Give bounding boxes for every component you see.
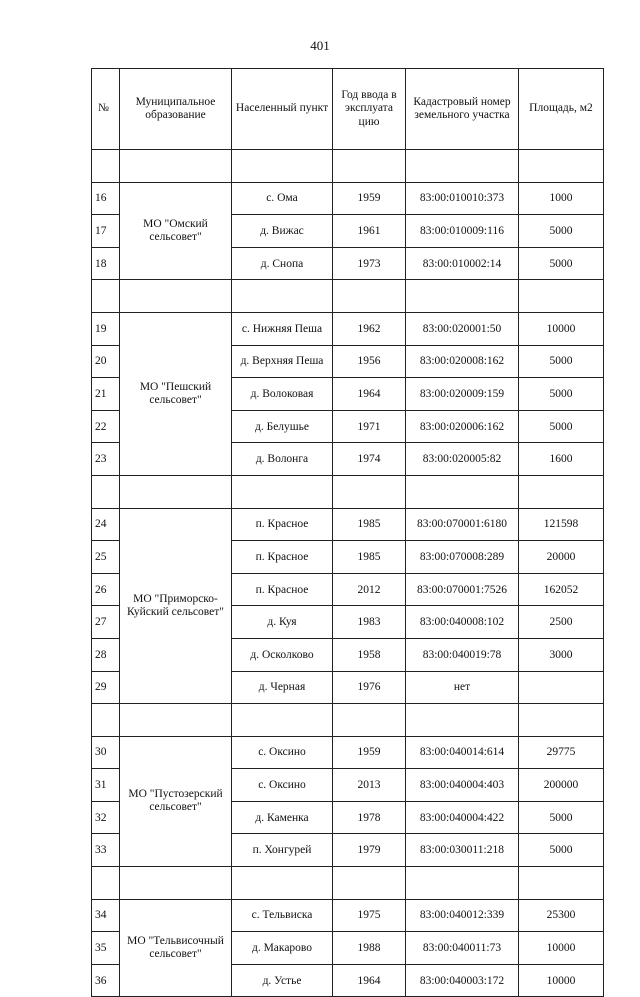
year-cell: 1956 (333, 345, 406, 378)
separator-cell (406, 280, 519, 313)
year-cell: 1958 (333, 638, 406, 671)
table-row (92, 899, 604, 932)
row-number-cell: 20 (92, 345, 120, 378)
settlement-cell: д. Устье (232, 964, 333, 997)
row-number-cell: 16 (92, 182, 120, 215)
settlement-cell: с. Оксино (232, 736, 333, 769)
settlement-cell: д. Снопа (232, 247, 333, 280)
area-cell: 10000 (519, 964, 604, 997)
separator-cell (519, 867, 604, 900)
area-cell: 5000 (519, 378, 604, 411)
table-row (92, 312, 604, 345)
row-number-cell: 27 (92, 606, 120, 639)
separator-cell (120, 150, 232, 183)
row-number-cell: 34 (92, 899, 120, 932)
group-separator (92, 150, 604, 183)
header-num: № (92, 69, 120, 150)
municipality-cell: МО "Омский сельсовет" (120, 182, 232, 280)
year-cell: 1976 (333, 671, 406, 704)
year-cell: 1964 (333, 378, 406, 411)
header-settlement: Населенный пункт (232, 69, 333, 150)
row-number-cell: 18 (92, 247, 120, 280)
row-number-cell: 35 (92, 932, 120, 965)
separator-cell (232, 150, 333, 183)
header-cadastral: Кадастровый номер земельного участка (406, 69, 519, 150)
table-row (92, 182, 604, 215)
row-number-cell: 22 (92, 410, 120, 443)
settlement-cell: д. Верхняя Пеша (232, 345, 333, 378)
settlement-cell: д. Волонга (232, 443, 333, 476)
settlement-cell: д. Волоковая (232, 378, 333, 411)
row-number-cell: 33 (92, 834, 120, 867)
separator-cell (120, 867, 232, 900)
year-cell: 1985 (333, 508, 406, 541)
settlement-cell: д. Каменка (232, 801, 333, 834)
area-cell: 20000 (519, 541, 604, 574)
separator-cell (92, 280, 120, 313)
cadastral-cell: 83:00:040003:172 (406, 964, 519, 997)
area-cell: 1600 (519, 443, 604, 476)
year-cell: 1985 (333, 541, 406, 574)
cadastral-cell: 83:00:040019:78 (406, 638, 519, 671)
year-cell: 1964 (333, 964, 406, 997)
cadastral-cell: 83:00:040014:614 (406, 736, 519, 769)
separator-cell (333, 475, 406, 508)
area-cell: 25300 (519, 899, 604, 932)
separator-cell (333, 280, 406, 313)
header-year: Год ввода в эксплуата цию (333, 69, 406, 150)
row-number-cell: 32 (92, 801, 120, 834)
area-cell: 10000 (519, 932, 604, 965)
separator-cell (333, 867, 406, 900)
year-cell: 1988 (333, 932, 406, 965)
table-row (92, 508, 604, 541)
settlement-cell: д. Черная (232, 671, 333, 704)
header-mo: Муниципальное образование (120, 69, 232, 150)
settlement-cell: д. Осколково (232, 638, 333, 671)
municipality-cell: МО "Пешский сельсовет" (120, 312, 232, 475)
cadastral-cell: 83:00:020008:162 (406, 345, 519, 378)
municipality-cell: МО "Пустозерский сельсовет" (120, 736, 232, 866)
cadastral-cell: 83:00:040011:73 (406, 932, 519, 965)
cadastral-cell: 83:00:010010:373 (406, 182, 519, 215)
settlement-cell: с. Ома (232, 182, 333, 215)
year-cell: 1959 (333, 182, 406, 215)
separator-cell (232, 475, 333, 508)
separator-cell (519, 704, 604, 737)
area-cell: 2500 (519, 606, 604, 639)
area-cell: 5000 (519, 801, 604, 834)
separator-cell (406, 867, 519, 900)
year-cell: 2012 (333, 573, 406, 606)
cadastral-cell: 83:00:020005:82 (406, 443, 519, 476)
settlement-cell: п. Красное (232, 508, 333, 541)
cadastral-cell: 83:00:040004:403 (406, 769, 519, 802)
separator-cell (519, 150, 604, 183)
cadastral-cell: 83:00:010002:14 (406, 247, 519, 280)
separator-cell (120, 280, 232, 313)
area-cell: 5000 (519, 410, 604, 443)
settlement-cell: д. Вижас (232, 215, 333, 248)
separator-cell (333, 150, 406, 183)
row-number-cell: 17 (92, 215, 120, 248)
cadastral-cell: 83:00:010009:116 (406, 215, 519, 248)
area-cell: 5000 (519, 834, 604, 867)
settlement-cell: п. Хонгурей (232, 834, 333, 867)
row-number-cell: 21 (92, 378, 120, 411)
cadastral-cell: 83:00:070001:7526 (406, 573, 519, 606)
area-cell: 121598 (519, 508, 604, 541)
group-separator (92, 280, 604, 313)
area-cell: 5000 (519, 215, 604, 248)
cadastral-cell: 83:00:020001:50 (406, 312, 519, 345)
year-cell: 1979 (333, 834, 406, 867)
cadastral-cell: 83:00:020009:159 (406, 378, 519, 411)
cadastral-cell: 83:00:070008:289 (406, 541, 519, 574)
year-cell: 1973 (333, 247, 406, 280)
year-cell: 1978 (333, 801, 406, 834)
year-cell: 1971 (333, 410, 406, 443)
separator-cell (120, 475, 232, 508)
row-number-cell: 25 (92, 541, 120, 574)
group-separator (92, 704, 604, 737)
settlement-cell: с. Тельвиска (232, 899, 333, 932)
separator-cell (406, 704, 519, 737)
area-cell: 5000 (519, 247, 604, 280)
header-area: Площадь, м2 (519, 69, 604, 150)
row-number-cell: 31 (92, 769, 120, 802)
area-cell: 200000 (519, 769, 604, 802)
year-cell: 1961 (333, 215, 406, 248)
group-separator (92, 475, 604, 508)
cadastral-cell: нет (406, 671, 519, 704)
cadastral-cell: 83:00:020006:162 (406, 410, 519, 443)
table-row (92, 736, 604, 769)
area-cell: 1000 (519, 182, 604, 215)
separator-cell (92, 704, 120, 737)
year-cell: 1959 (333, 736, 406, 769)
separator-cell (232, 280, 333, 313)
settlement-cell: д. Куя (232, 606, 333, 639)
cadastral-cell: 83:00:030011:218 (406, 834, 519, 867)
settlement-cell: с. Оксино (232, 769, 333, 802)
cadastral-cell: 83:00:070001:6180 (406, 508, 519, 541)
area-cell: 10000 (519, 312, 604, 345)
cadastral-cell: 83:00:040004:422 (406, 801, 519, 834)
area-cell: 3000 (519, 638, 604, 671)
separator-cell (232, 867, 333, 900)
group-separator (92, 867, 604, 900)
area-cell: 29775 (519, 736, 604, 769)
municipality-cell: МО "Тельвисочный сельсовет" (120, 899, 232, 997)
cadastral-cell: 83:00:040008:102 (406, 606, 519, 639)
settlement-cell: д. Макарово (232, 932, 333, 965)
row-number-cell: 36 (92, 964, 120, 997)
row-number-cell: 30 (92, 736, 120, 769)
cadastral-cell: 83:00:040012:339 (406, 899, 519, 932)
separator-cell (519, 280, 604, 313)
year-cell: 1975 (333, 899, 406, 932)
separator-cell (232, 704, 333, 737)
land-plots-table (91, 68, 604, 997)
row-number-cell: 23 (92, 443, 120, 476)
year-cell: 1974 (333, 443, 406, 476)
separator-cell (406, 475, 519, 508)
row-number-cell: 19 (92, 312, 120, 345)
separator-cell (92, 150, 120, 183)
separator-cell (519, 475, 604, 508)
area-cell: 162052 (519, 573, 604, 606)
municipality-cell: МО "Приморско-Куйский сельсовет" (120, 508, 232, 704)
year-cell: 2013 (333, 769, 406, 802)
row-number-cell: 28 (92, 638, 120, 671)
row-number-cell: 29 (92, 671, 120, 704)
row-number-cell: 24 (92, 508, 120, 541)
year-cell: 1983 (333, 606, 406, 639)
page-number: 401 (310, 38, 330, 53)
table-header-row (92, 69, 604, 150)
separator-cell (406, 150, 519, 183)
settlement-cell: д. Белушье (232, 410, 333, 443)
settlement-cell: п. Красное (232, 541, 333, 574)
separator-cell (92, 475, 120, 508)
settlement-cell: с. Нижняя Пеша (232, 312, 333, 345)
area-cell: 5000 (519, 345, 604, 378)
area-cell (519, 671, 604, 704)
row-number-cell: 26 (92, 573, 120, 606)
separator-cell (333, 704, 406, 737)
year-cell: 1962 (333, 312, 406, 345)
separator-cell (92, 867, 120, 900)
table-body (92, 150, 604, 997)
settlement-cell: п. Красное (232, 573, 333, 606)
separator-cell (120, 704, 232, 737)
